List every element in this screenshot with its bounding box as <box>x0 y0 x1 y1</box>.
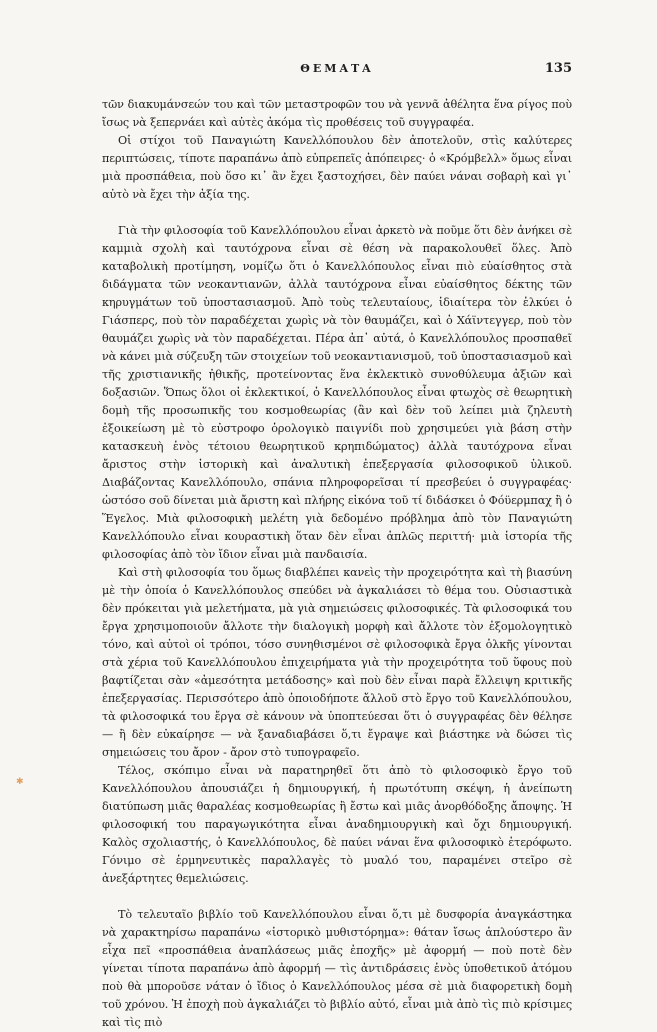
paragraph-philosophy: Γιὰ τὴν φιλοσοφία τοῦ Κανελλόπουλου εἶναι ἀρκετὸ νὰ ποῦμε ὅτι δὲν ἀνήκει σὲ καμμιὰ σχολὴ καὶ ταυτόχρονα εἶναι σὲ θέση νὰ παρακολουθεῖ ὅλες. Ἀπὸ καταβολικὴ προτίμηση, νομίζω ὅτι ὁ Κανελλόπουλος εἶναι πιὸ εὐαίσθητος στὰ διδάγματα τῶν νεοκαντιανῶν, ἀλλὰ ταυτόχρονα εἶναι εὐαίσθητος δέκτης τῶν κηρυγμάτων τοῦ ὑποστασιασμοῦ. Ἀπὸ τοὺς τελευταίους, ἰδιαίτερα τὸν ἑλκύει ὁ Γιάσπερς, ποὺ τὸν παραδέχεται χωρὶς νὰ τὸν θαυμάζει, καὶ ὁ Χάϊντεγγερ, ποὺ τὸν θαυμάζει χωρὶς νὰ τὸν παραδέχεται. Πέρα ἀπ᾿ αὐτά, ὁ Κανελλόπουλος προσπαθεῖ νὰ κάνει μιὰ σύζευξη τῶν στοιχείων τοῦ νεοκαντιανισμοῦ, τοῦ ὑποστασιασμοῦ καὶ τῆς χριστιανικῆς ἠθικῆς, προτείνοντας ἕνα ἐκλεκτικὸ συνοθύλευμα ἀξιῶν καὶ δοξασιῶν. Ὅπως ὅλοι οἱ ἐκλεκτικοί, ὁ Κανελλόπουλος εἶναι φτωχὸς σὲ θεωρητικὴ δομὴ τῆς προσωπικῆς του κοσμοθεωρίας (ἂν καὶ δὲν τοῦ λείπει μιὰ ζηλευτὴ ἐξοικείωση μὲ τὸ εὐστροφο ὁρολογικὸ παιγνίδι ποὺ χρησιμεύει γιὰ βάση στὴν κατασκευὴ ἑνὸς τέτοιου θεωρητικοῦ κρηπιδώματος) ἀλλὰ ταυτόχρονα εἶναι ἄριστος στὴν ἱστορικὴ καὶ ἀναλυτικὴ ἐπεξεργασία φιλοσοφικοῦ ὑλικοῦ. Διαβάζοντας Κανελλόπουλο, σπάνια πληροφορεῖσαι τί πρεσβεύει ὁ συγγραφέας· ὡστόσο σοῦ δίνεται μιὰ ἄριστη καὶ πλήρης εἰκόνα τοῦ τί διδάσκει ὁ Φόϋερμπαχ ἢ ὁ Ἕγελος. Μιὰ φιλοσοφικὴ μελέτη γιὰ δεδομένο πρόβλημα ἀπὸ τὸν Παναγιώτη Κανελλόπουλο εἶναι κουραστικὴ ὅταν δὲν εἶναι ἁπλῶς περιττή· μιὰ ἱστορία τῆς φιλοσοφίας ἀπὸ τὸν ἴδιον εἶναι μιὰ πανδαισία. <box>102 224 572 561</box>
header-title: ΘΕΜΑΤΑ <box>300 62 374 75</box>
running-header <box>102 62 572 82</box>
paragraph-continuation: τῶν διακυμάνσεών του καὶ τῶν μεταστροφῶν του νὰ γεννᾶ ἀθέλητα ἕνα ρίγος ποὺ ἴσως νὰ ξεπερνάει καὶ αὐτὲς ἀκόμα τὶς προθέσεις τοῦ συγγραφέα. <box>102 98 572 129</box>
paragraph-poems: Οἱ στίχοι τοῦ Παναγιώτη Κανελλόπουλου δὲν ἀποτελοῦν, στὶς καλύτερες περιπτώσεις, τίποτε παραπάνω ἀπὸ εὐπρεπεῖς ἀπόπειρες· ὁ «Κρόμβελλ» ὅμως εἶναι μιὰ προσπάθεια, ποὺ ὅσο κι᾿ ἂν ἔχει ξαστοχήσει, δὲν παύει νάναι σοβαρὴ καὶ γι᾿ αὐτὸ νὰ ἔχει τὴν ἀξία της. <box>102 134 572 201</box>
section-gap <box>102 204 572 222</box>
section-gap <box>102 888 572 906</box>
page-number: 135 <box>544 61 572 76</box>
paragraph-last-book: Τὸ τελευταῖο βιβλίο τοῦ Κανελλόπουλου εἶναι ὅ,τι μὲ δυσφορία ἀναγκάστηκα νὰ χαρακτηρίσω παραπάνω «ἱστορικὸ μυθιστόρημα»: θάταν ἴσως ἁπλούστερο ἂν εἶχα πεῖ «προσπάθεια ἀναπλάσεως μιᾶς ἐποχῆς» μὲ ἀφορμή — ποὺ ποτὲ δὲν γίνεται τίποτα παραπάνω ἀπὸ ἀφορμή — τὶς ἀντιδράσεις ἑνὸς ὑποθετικοῦ ἀτόμου ποὺ θὰ μποροῦσε νάταν ὁ ἴδιος ὁ Κανελλόπουλος μέσα σὲ μιὰ διαφορετικὴ δομὴ τοῦ χρόνου. Ἡ ἐποχὴ ποὺ ἀγκαλιάζει τὸ βιβλίο αὐτό, εἶναι μιὰ ἀπὸ τὶς πιὸ κρίσιμες καὶ τὶς πιὸ <box>102 908 572 1029</box>
margin-mark: ✱ <box>16 777 24 787</box>
body-text <box>102 96 572 1032</box>
paragraph-haste: Καὶ στὴ φιλοσοφία του ὅμως διαβλέπει κανεὶς τὴν προχειρότητα καὶ τὴ βιασύνη μὲ τὴν ὁποία ὁ Κανελλόπουλος σπεύδει νὰ ἀγκαλιάσει τὸ θέμα του. Οὐσιαστικὰ δὲν πρόκειται γιὰ μελετήματα, μὰ γιὰ σημειώσεις φιλοσοφικές. Τὰ φιλοσοφικά του ἔργα χρησιμοποιοῦν ἄλλοτε τὴν διαλογικὴ μορφὴ καὶ ἄλλοτε τὸν ἐξομολογητικὸ τόνο, καὶ αὐτοὶ οἱ τρόποι, τόσο συνηθισμένοι σὲ φιλοσοφικὰ ἔργα ὁλκῆς γίνονται στὰ χέρια τοῦ Κανελλόπουλου ἐπιχειρήματα γιὰ τὴν προχειρότητα τοῦ ὕφους ποὺ βαφτίζεται σὰν «ἀμεσότητα μετάδοσης» καὶ ποὺ δὲν εἶναι παρὰ ἔλλειψη κριτικῆς ἐπεξεργασίας. Περισσότερο ἀπὸ ὁποιοδήποτε ἄλλοῦ στὸ ἔργο τοῦ Κανελλόπουλου, τὰ φιλοσοφικά του ἔργα σὲ κάνουν νὰ ὑποπτεύεσαι ὅτι ὁ συγγραφέας δὲν θέλησε — ἢ δὲν εὐκαίρησε — νὰ ξαναδιαβάσει ὅ,τι ἔγραψε καὶ βιάστηκε νὰ δώσει τὶς σημειώσεις του ἄρον - ἄρον στὸ τυπογραφεῖο. <box>102 566 572 759</box>
paragraph-conclusion: Τέλος, σκόπιμο εἶναι νὰ παρατηρηθεῖ ὅτι ἀπὸ τὸ φιλοσοφικὸ ἔργο τοῦ Κανελλόπουλου ἀπουσιάζει ἡ δημιουργική, ἡ πρωτότυπη σκέψη, ἡ ἀνείπωτη διατύπωση μιᾶς θαραλέας κοσμοθεωρίας ἢ ἔστω καὶ μιᾶς ἀνορθόδοξης ἄποψης. Ἡ φιλοσοφική του παραγωγικότητα εἶναι ἀναδημιουργικὴ καὶ ὄχι δημιουργική. Καλὸς σχολιαστής, ὁ Κανελλόπουλος, δὲ παύει νάναι ἕνα φιλοσοφικὸ ἑτερόφωτο. Γόνιμο σὲ ἑρμηνευτικὲς παραλλαγὲς τὸ μυαλό του, παραμένει στεῖρο σὲ ἀνεξάρτητες θεμελιώσεις. <box>102 764 572 885</box>
